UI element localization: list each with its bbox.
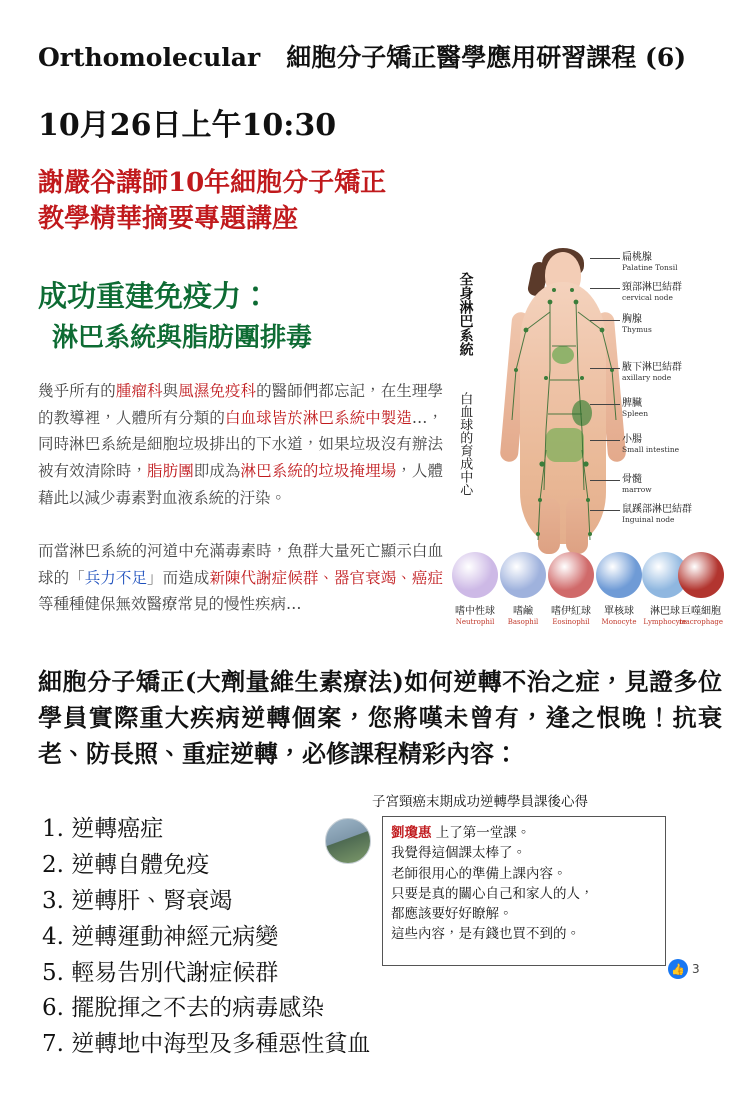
testimonial-line: 上了第一堂課。 [431,825,531,841]
callout-leader-line [590,320,620,321]
callout-label-zh: 胸腺 [622,314,642,325]
callout-label-zh: 扁桃腺 [622,252,652,263]
list-item: 6. 擺脫揮之不去的病毒感染 [42,995,325,1022]
topic-title-sub: 淋巴系統與脂肪團排毒 [52,323,313,353]
testimonial-line: 這些內容，是有錢也買不到的。 [391,926,580,943]
diagram-callout [622,282,682,302]
blood-cell-label-en: Monocyte [601,617,637,626]
blood-cell-label-zh: 單核球 [604,606,634,617]
blood-cell-icon [596,552,642,598]
blood-cell-caption [672,606,730,626]
callout-label-zh: 小腸 [622,434,642,445]
testimonial-title: 子宮頸癌末期成功逆轉學員課後心得 [372,794,588,810]
diagram-vertical-label-secondary: 白血球的育成中心 [457,392,473,496]
callout-label-en: Small intestine [622,444,680,454]
lecturer-line-1: 謝嚴谷講師10年細胞分子矯正 [38,168,387,198]
callout-label-en: cervical node [622,292,673,302]
text-segment: ，人體藉此以減少毒素對血液系統的汙染。 [38,461,443,507]
diagram-vertical-label: 全身淋巴系統 [457,272,474,356]
blood-cell-label-en: Basophil [507,617,539,626]
callout-leader-line [590,288,620,289]
list-item: 5. 輕易告別代謝症候群 [42,959,279,986]
blood-cell-label-en: Neutrophil [455,617,495,626]
text-segment: 的醫師們都忘記，在生理學的教導裡，人體所有分類的 [38,382,443,427]
callout-label-en: Spleen [622,408,649,418]
text-segment: 幾乎所有的 [38,382,116,400]
text-segment: 」而造成 [147,568,210,587]
testimonial-box [382,816,666,966]
blood-cell-label-zh: 淋巴球 [650,606,680,617]
callout-leader-line [590,510,620,511]
testimonial-line: 老師很用心的準備上課內容。 [391,865,567,882]
callout-label-en: axillary node [622,372,672,382]
topic-title-main: 成功重建免疫力： [38,279,271,313]
callout-label-zh: 頸部淋巴結群 [622,282,682,293]
testimonial-author-name: 劉瓊惠 [391,825,432,841]
text-segment: 腫瘤科 [115,382,163,400]
callout-leader-line [590,480,620,481]
header-chinese-title: 細胞分子矯正醫學應用研習課程 (6) [286,43,687,72]
blood-cell-label-en: Lymphocyte [643,617,687,626]
text-segment: 與 [162,382,179,400]
diagram-callout-list [612,252,724,562]
diagram-callout [622,504,692,524]
diagram-callout [622,434,679,454]
course-intro-paragraph: 細胞分子矯正(大劑量維生素療法)如何逆轉不治之症，見證多位學員實際重大疾病逆轉個案，您將嘆未曾有，逢之恨晚！抗衰老、防長照、重症逆轉，必修課程精彩內容： [38,667,722,768]
blood-cell-label-zh: 嗜伊紅球 [551,606,591,617]
diagram-callout [622,314,652,334]
white-blood-cell-row [452,552,724,634]
event-datetime: 10月26日上午10:30 [38,108,337,143]
like-indicator[interactable] [668,958,712,980]
testimonial-line: 我覺得這個課太棒了。 [391,845,526,862]
blood-cell-label-zh: 嗜鹼 [513,606,533,617]
list-item: 2. 逆轉自體免疫 [42,851,210,878]
lecturer-line-2: 教學精華摘要專題講座 [38,203,299,234]
diagram-callout [622,474,652,494]
like-count: 3 [692,962,700,976]
callout-label-zh: 鼠蹊部淋巴結群 [622,504,692,515]
list-item: 1. 逆轉癌症 [42,816,164,842]
text-segment: 白血球皆於淋巴系統中製造 [224,408,412,427]
testimonial-line: 只要是真的關心自己和家人的人， [391,885,594,902]
testimonial-line: 都應該要好好瞭解。 [391,906,513,922]
callout-label-en: Inguinal node [622,514,675,524]
diagram-callout [622,362,682,382]
paragraph-1 [38,378,443,511]
testimonial-first-line [391,823,657,843]
callout-leader-line [590,404,620,405]
callout-leader-line [590,440,620,441]
course-content-list [42,812,372,1063]
page-header [38,38,718,74]
text-segment: …，同時淋巴系統是細胞垃圾排出的下水道，如果垃圾沒有辦法被有效清除時， [38,408,443,480]
blood-cell-label-zh: 嗜中性球 [455,606,495,617]
avatar [325,818,371,864]
list-item: 7. 逆轉地中海型及多種惡性貧血 [42,1031,371,1058]
blood-cell-label-zh: 巨噬細胞 [681,606,721,617]
text-segment: 兵力不足 [84,568,148,587]
thumbs-up-icon: 👍 [668,959,688,979]
diagram-callout [622,398,648,418]
blood-cell-label-en: macrophage [678,617,724,626]
blood-cell-icon [500,552,546,598]
callout-label-en: Palatine Tonsil [622,262,678,272]
callout-label-zh: 脾臟 [622,398,642,409]
blood-cell-icon [678,552,724,598]
blood-cell-icon [452,552,498,598]
text-segment: 而當淋巴系統的河道中充滿毒素時，魚群大量死亡顯示白血球的「 [38,542,443,587]
list-item: 4. 逆轉運動神經元病變 [42,923,279,950]
blood-cell-icon [548,552,594,598]
callout-label-en: marrow [622,484,652,494]
text-segment: 脂肪團 [147,461,194,480]
callout-leader-line [590,258,620,259]
header-english-title: Orthomolecular [38,43,261,72]
callout-leader-line [590,368,620,369]
callout-label-zh: 腋下淋巴結群 [622,362,682,373]
paragraph-2 [38,538,443,618]
text-segment: 新陳代謝症候群、器官衰竭、癌症 [209,568,443,587]
text-segment: 等種種健保無效醫療常見的慢性疾病… [38,595,302,614]
lecturer-block [38,166,598,238]
callout-label-zh: 骨髓 [622,474,642,485]
text-segment: 風濕免疫科 [178,382,257,400]
callout-label-en: Thymus [622,324,652,334]
diagram-callout [622,252,678,272]
text-segment: 淋巴系統的垃圾掩埋場 [240,461,397,480]
text-segment: 即成為 [193,461,241,480]
blood-cell-label-en: Eosinophil [552,617,590,626]
list-item: 3. 逆轉肝、腎衰竭 [42,887,233,914]
